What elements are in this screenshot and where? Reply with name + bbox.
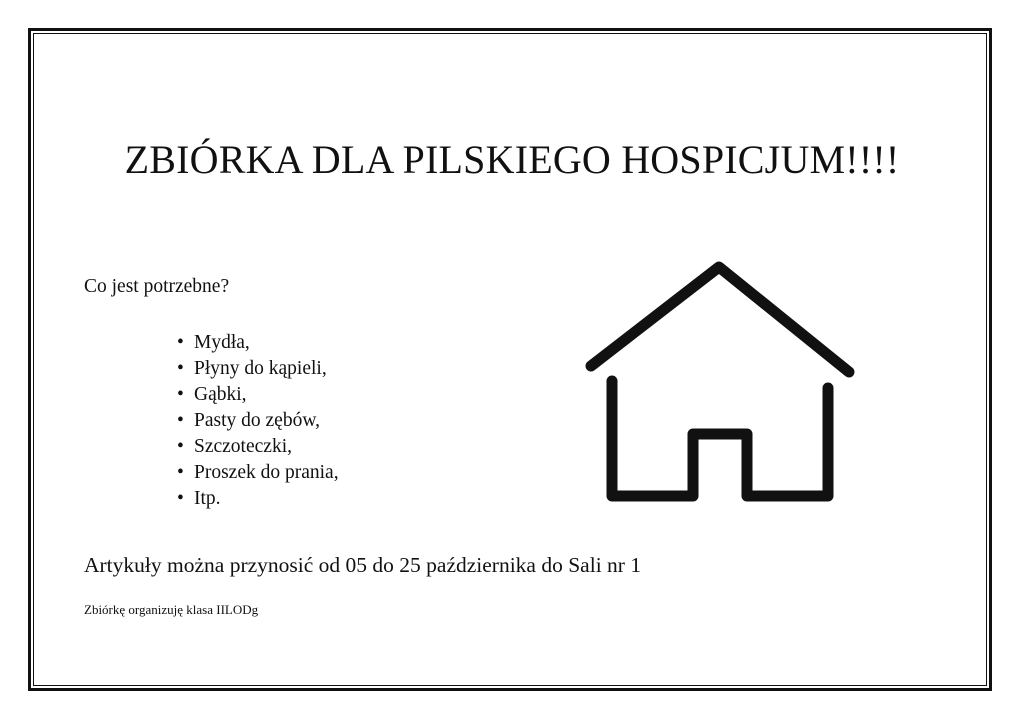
needed-items-question: Co jest potrzebne? <box>84 276 230 297</box>
bullet: • <box>177 410 184 431</box>
poster-title: ZBIÓRKA DLA PILSKIEGO HOSPICJUM!!!! <box>124 137 900 182</box>
list-item-text: Płyny do kąpieli, <box>194 358 327 379</box>
list-item-text: Proszek do prania, <box>194 462 339 483</box>
list-item <box>177 330 339 356</box>
list-item-text: Mydła, <box>194 332 250 353</box>
list-item-text: Itp. <box>194 488 221 509</box>
list-item-text: Pasty do zębów, <box>194 410 321 431</box>
bullet: • <box>177 462 184 483</box>
house-roof <box>591 267 849 372</box>
bullet: • <box>177 384 184 405</box>
house-walls-and-door <box>612 381 828 496</box>
list-item <box>177 486 339 512</box>
needed-items-list <box>177 330 339 512</box>
list-item-text: Szczoteczki, <box>194 436 292 457</box>
list-item <box>177 460 339 486</box>
bullet: • <box>177 488 184 509</box>
list-item <box>177 408 339 434</box>
house-icon <box>570 245 870 515</box>
bullet: • <box>177 358 184 379</box>
collection-info-text: Artykuły można przynosić od 05 do 25 października do Sali nr 1 <box>84 553 642 577</box>
list-item-text: Gąbki, <box>194 384 247 405</box>
bullet: • <box>177 332 184 353</box>
list-item <box>177 434 339 460</box>
list-item <box>177 382 339 408</box>
bullet: • <box>177 436 184 457</box>
organizer-text: Zbiórkę organizuję klasa IILODg <box>84 602 259 617</box>
list-item <box>177 356 339 382</box>
